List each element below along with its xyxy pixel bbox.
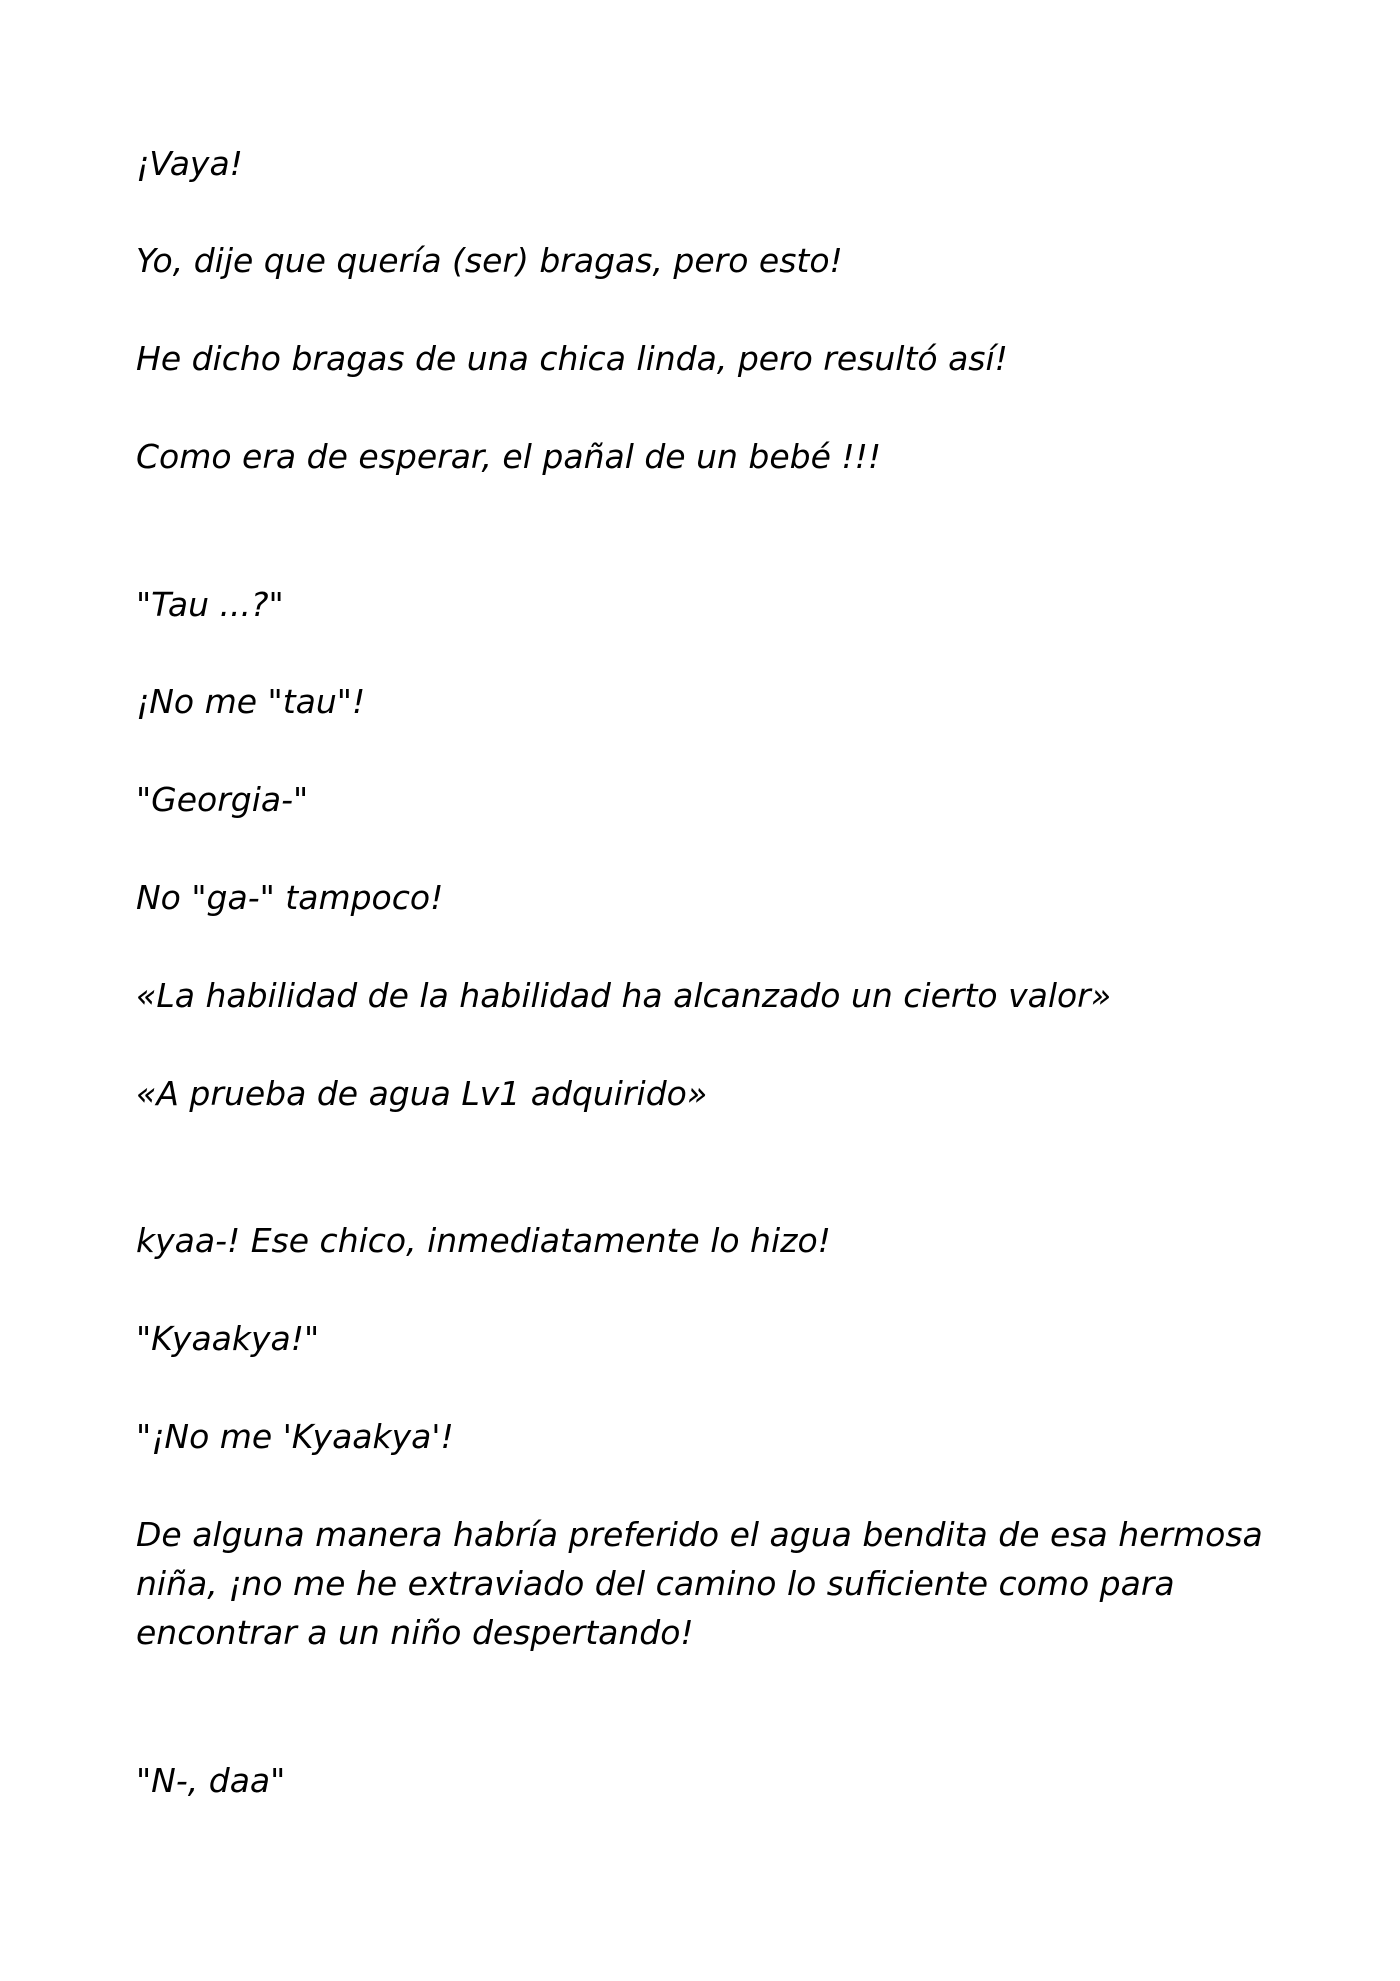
text-line-7: "Georgia-" <box>136 780 309 819</box>
text-line-6: ¡No me "tau"! <box>136 682 366 721</box>
text-line-2: Yo, dije que quería (ser) bragas, pero esto! <box>136 241 843 280</box>
text-line-5: "Tau ...?" <box>136 585 284 624</box>
text-line-15: "N-, daa" <box>136 1761 286 1800</box>
text-line-11: kyaa-! Ese chico, inmediatamente lo hizo! <box>136 1221 831 1260</box>
text-line-13: "¡No me 'Kyaakya'! <box>136 1417 454 1456</box>
text-line-4: Como era de esperar, el pañal de un bebé !!! <box>136 437 882 476</box>
text-line-12: "Kyaakya!" <box>136 1319 320 1358</box>
text-line-9: «La habilidad de la habilidad ha alcanzado un cierto valor» <box>136 976 1112 1015</box>
text-paragraph-14: De alguna manera habría preferido el agua bendita de esa hermosa niña, ¡no me he extraviado del camino lo suficiente como para encontrar a un niño despertando! <box>136 1515 1263 1652</box>
text-line-3: He dicho bragas de una chica linda, pero resultó así! <box>136 339 1008 378</box>
text-line-10: «A prueba de agua Lv1 adquirido» <box>136 1074 708 1113</box>
text-line-8: No "ga-" tampoco! <box>136 878 444 917</box>
text-line-1: ¡Vaya! <box>136 144 243 183</box>
